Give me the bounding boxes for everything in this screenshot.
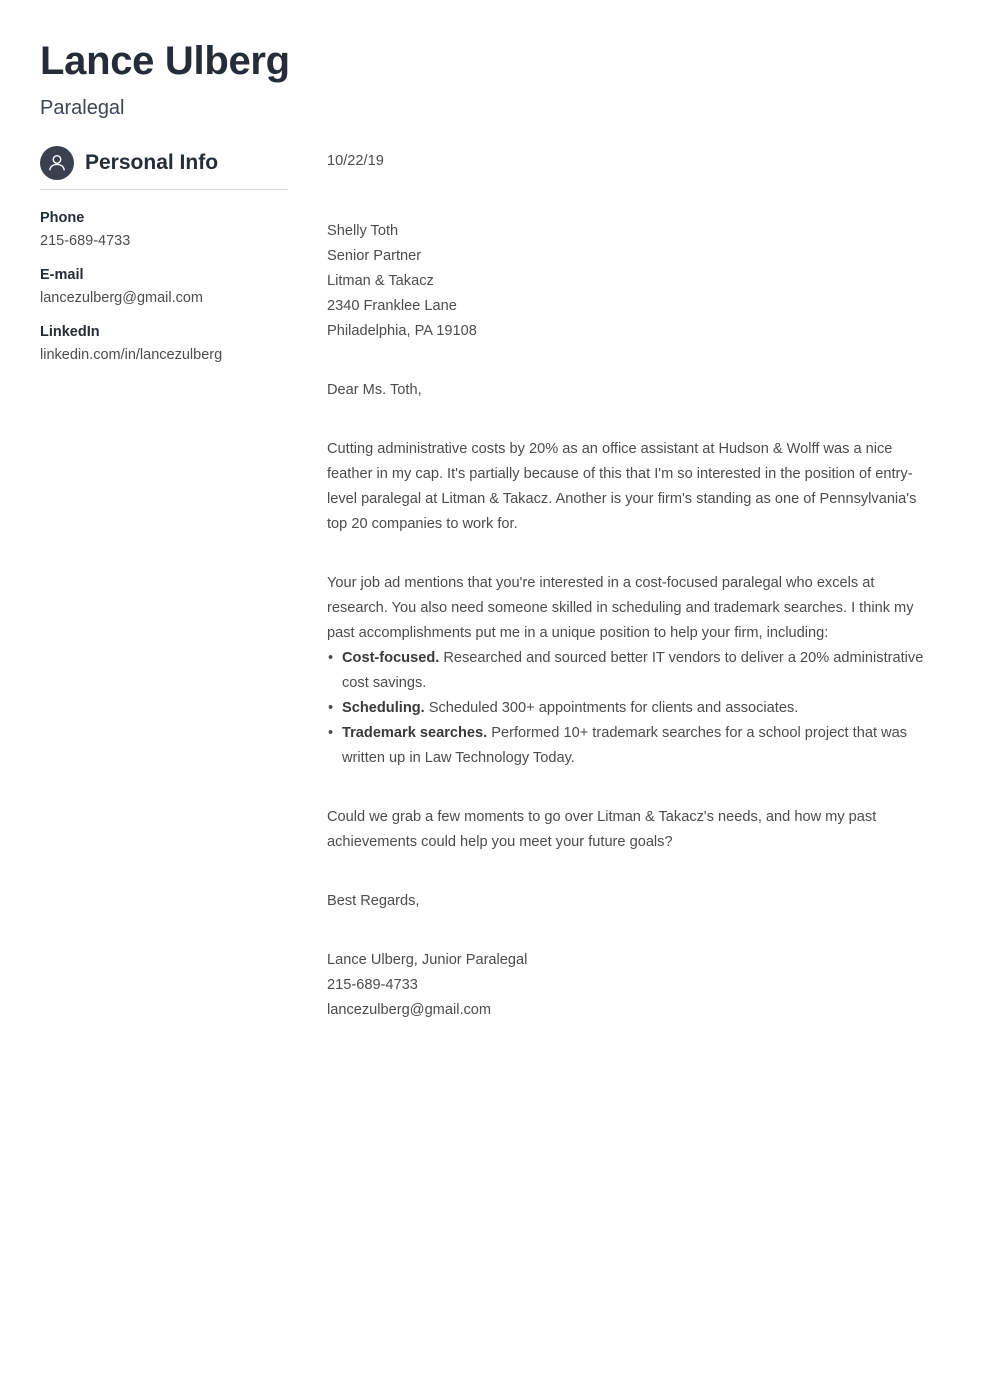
letter-paragraph-3: Could we grab a few moments to go over Litman & Takacz's needs, and how my past achievements could help you meet your future goals?: [327, 809, 877, 850]
candidate-job-title: Paralegal: [40, 97, 125, 119]
personal-info-heading: [40, 146, 288, 189]
list-item: [327, 721, 939, 771]
info-value-linkedin[interactable]: linkedin.com/in/lancezulberg: [40, 347, 223, 363]
spacer: [327, 344, 939, 378]
bullet-icon: •: [328, 725, 334, 741]
info-label: LinkedIn: [40, 324, 100, 340]
info-item-phone: [40, 208, 288, 251]
candidate-name: Lance Ulberg: [40, 39, 290, 83]
letter-paragraph-1: Cutting administrative costs by 20% as an office assistant at Hudson & Wolff was a nice feather in my cap. It's partially because of this that I'm so interested in the position of entry-level paralegal at Litman & Takacz. Another is your firm's standing as one of Pennsylvania's top 20 companies to work for.: [327, 441, 917, 532]
info-label: E-mail: [40, 267, 84, 283]
recipient-line: Shelly Toth: [327, 223, 399, 239]
spacer: [327, 855, 939, 889]
recipient-line: 2340 Franklee Lane: [327, 298, 457, 314]
spacer: [327, 184, 939, 219]
letter-closing: Best Regards,: [327, 893, 420, 909]
recipient-line: Senior Partner: [327, 248, 422, 264]
info-item-email: [40, 265, 288, 308]
letter-body: [327, 149, 939, 1023]
spacer: [327, 914, 939, 948]
person-avatar-icon: [40, 146, 74, 180]
letter-greeting: Dear Ms. Toth,: [327, 382, 422, 398]
letter-paragraph-2: Your job ad mentions that you're interested in a cost-focused paralegal who excels at research. You also need someone skilled in scheduling and trademark searches. I think my past accomplishments put me in a unique position to help your firm, including:: [327, 575, 914, 641]
signature-phone: 215-689-4733: [327, 977, 418, 993]
info-label: Phone: [40, 210, 85, 226]
info-value-email[interactable]: lancezulberg@gmail.com: [40, 290, 204, 306]
personal-info-sidebar: [40, 146, 288, 365]
signature-block: [327, 948, 939, 1023]
list-item-text: Performed 10+ trademark searches for a school project that was written up in Law Technology Today.: [342, 725, 908, 766]
signature-email: lancezulberg@gmail.com: [327, 1002, 492, 1018]
spacer: [327, 537, 939, 571]
section-divider: [40, 189, 288, 190]
achievements-list: [327, 646, 939, 771]
spacer: [327, 403, 939, 437]
letter-header: [40, 36, 640, 121]
list-item: [327, 646, 939, 696]
list-item-text: Researched and sourced better IT vendors to deliver a 20% administrative cost savings.: [342, 650, 924, 691]
recipient-line: Philadelphia, PA 19108: [327, 323, 477, 339]
bullet-icon: •: [328, 700, 334, 716]
recipient-address-block: [327, 219, 939, 344]
personal-info-title: Personal Info: [85, 151, 219, 174]
list-item-lead: Trademark searches.: [342, 725, 488, 741]
info-value-phone: 215-689-4733: [40, 233, 131, 249]
signature-name: Lance Ulberg, Junior Paralegal: [327, 952, 528, 968]
letter-date: 10/22/19: [327, 153, 384, 169]
spacer: [327, 771, 939, 805]
recipient-line: Litman & Takacz: [327, 273, 434, 289]
list-item: [327, 696, 939, 721]
list-item-lead: Scheduling.: [342, 700, 425, 716]
info-item-linkedin: [40, 322, 288, 365]
bullet-icon: •: [328, 650, 334, 666]
list-item-lead: Cost-focused.: [342, 650, 440, 666]
list-item-text: Scheduled 300+ appointments for clients and associates.: [424, 700, 799, 716]
